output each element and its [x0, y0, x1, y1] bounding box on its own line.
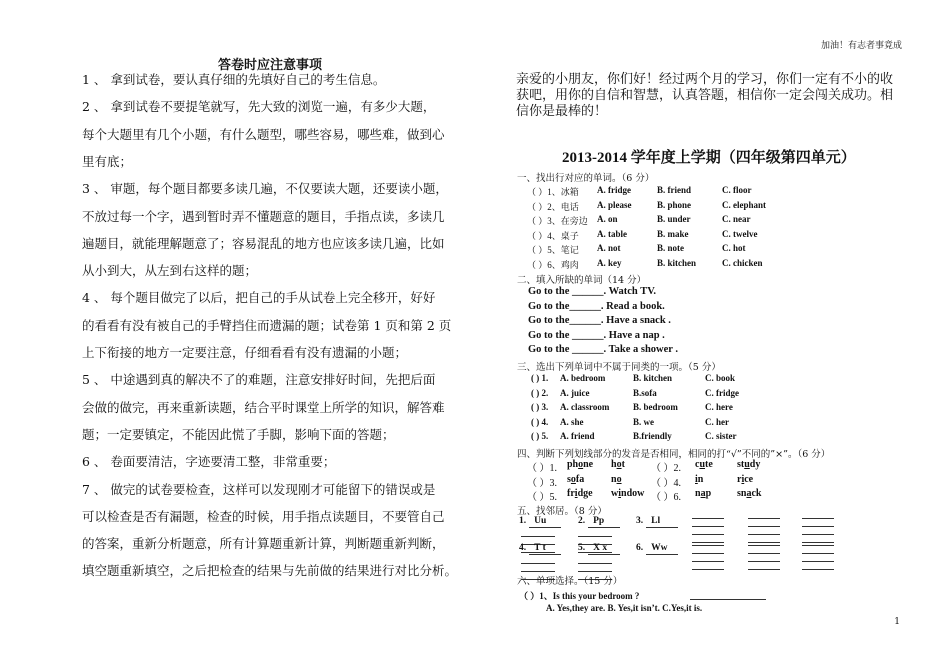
answer-blank[interactable] [521, 563, 555, 564]
judge-lead: （ ）1. [527, 463, 557, 474]
option-a: A. bedroom [560, 373, 606, 383]
option-a: A. table [597, 228, 627, 239]
answer-blank[interactable] [521, 571, 555, 572]
neighbor-prompt [519, 543, 546, 553]
notice-line: 可以检查是否有漏题，检查的时候，用手指点读题目，不要管自己 [82, 508, 445, 524]
neighbor-letter: Uu [534, 516, 547, 526]
answer-blank[interactable] [578, 536, 612, 537]
notice-line: 的答案，重新分析题意，所有计算题重新计算，判断题重新判断， [82, 536, 445, 552]
notice-line: 遍题目，就能理解题意了；容易混乱的地方也应该多读几遍，比如 [82, 235, 445, 251]
notice-line: 会做的做完，再来重新读题，结合平时课堂上所学的知识，解答难 [82, 399, 445, 415]
option-c: C. floor [722, 185, 752, 195]
question-6-1-options: A. Yes,they are. B. Yes,it isn’t. C.Yes,it is. [546, 603, 703, 613]
word-part: ne [583, 459, 594, 470]
option-a: A. on [597, 214, 618, 225]
word-part: n [697, 473, 704, 485]
option-c: C. her [705, 416, 729, 427]
phonics-word [567, 488, 593, 499]
answer-blank[interactable] [802, 561, 834, 562]
phonics-word [737, 488, 761, 499]
option-b: B. bedroom [633, 402, 678, 412]
match-row-lead: （ ）6、鸡肉 [527, 260, 579, 270]
notice-line: 不放过每一个字，遇到暂时弄不懂题意的题目，手指点读，多读几 [82, 208, 445, 224]
option-c: C. hot [722, 243, 746, 254]
word-part: p [705, 488, 712, 499]
exam-title: 2013-2014 学年度上学期（四年级第四单元） [562, 150, 856, 166]
answer-blank[interactable] [802, 526, 834, 527]
notice-line: 的看看有没有被自己的手臂挡住而遗漏的题；试卷第 1 页和第 2 页 [82, 317, 452, 333]
notice-line: 每个大题里有几个小题，有什么题型，哪些容易，哪些难，做到心 [82, 126, 445, 142]
judge-lead: （ ）2. [651, 463, 681, 474]
word-part: ck [751, 488, 762, 499]
phonics-word [695, 474, 703, 485]
match-row-lead: （ ）2、电话 [527, 201, 579, 212]
answer-blank[interactable] [646, 527, 678, 528]
word-part: ph [567, 459, 579, 470]
word-part: c [695, 459, 700, 470]
option-c: C. twelve [722, 228, 758, 239]
option-b: B. we [633, 416, 654, 427]
answer-blank[interactable] [748, 553, 780, 554]
judge-lead: （ ）5. [527, 492, 557, 503]
answer-blank[interactable] [748, 526, 780, 527]
neighbor-prompt [578, 516, 604, 526]
answer-blank[interactable] [692, 553, 724, 554]
word-part: sn [737, 488, 747, 499]
phonics-word [611, 488, 644, 499]
option-c: C. here [705, 402, 733, 412]
answer-blank[interactable] [748, 545, 780, 546]
underlined-letters: u [744, 459, 750, 470]
intro-line-3: 信你是最棒的！ [516, 104, 608, 119]
notice-line: 题；一定要镇定，不能因此慌了手脚，影响下面的答题； [82, 426, 395, 442]
option-b: B. friend [657, 185, 692, 195]
underlined-letters: i [618, 488, 622, 499]
neighbor-prompt [519, 516, 546, 526]
neighbor-number: 5. [578, 543, 586, 553]
option-a: A. friend [560, 431, 595, 441]
option-a: A. juice [560, 387, 590, 398]
phonics-word [611, 474, 622, 485]
fill-blank-line: Go to the ______. Have a nap . [528, 329, 665, 341]
option-c: C. book [705, 373, 736, 383]
match-row-lead: （ ）3、在旁边 [527, 216, 588, 227]
option-c: C. fridge [705, 387, 739, 398]
fill-blank-line: Go to the ______. Watch TV. [528, 286, 657, 297]
neighbor-number: 1. [519, 516, 527, 526]
option-b: B. kitchen [657, 258, 697, 268]
phonics-word [611, 459, 625, 470]
option-b: B. make [657, 228, 689, 239]
option-c: C. sister [705, 431, 737, 441]
judge-lead: （ ）6. [651, 492, 681, 503]
phonics-word [567, 474, 584, 485]
answer-blank[interactable] [802, 545, 834, 546]
match-row-lead: （ ）1、冰箱 [527, 187, 579, 197]
word-part: s [567, 473, 571, 485]
phonics-word [737, 474, 753, 485]
phonics-word [695, 488, 711, 499]
answer-blank[interactable] [692, 526, 724, 527]
underlined-letters: o [616, 473, 622, 485]
intro-line-1: 亲爱的小朋友，你们好！经过两个月的学习，你们一定有不小的收 [516, 72, 894, 87]
answer-blank[interactable] [521, 536, 555, 537]
question-6-1: （ ）1、Is this your bedroom ? [519, 591, 640, 601]
notice-line: 7 、 做完的试卷要检查，这样可以发现刚才可能留下的错误或是 [82, 481, 436, 497]
phonics-word [567, 459, 593, 470]
neighbor-letter: Ll [651, 516, 661, 526]
phonics-word [737, 459, 760, 470]
intro-line-2: 获吧，用你的自信和智慧，认真答题，相信你一定会闯关成功。相 [516, 88, 894, 103]
answer-blank[interactable] [748, 534, 780, 535]
section-2-heading: 二、填入所缺的单词（14 分） [517, 275, 647, 286]
answer-blank[interactable] [646, 554, 678, 555]
match-row-lead: （ ）5、笔记 [527, 245, 579, 256]
neighbor-number: 2. [578, 516, 586, 526]
odd-one-lead: ( ) 4. [531, 416, 549, 427]
word-part: ce [744, 473, 754, 485]
answer-blank[interactable] [588, 527, 620, 528]
notice-line: 5 、 中途遇到真的解决不了的难题，注意安排好时间，先把后面 [82, 372, 436, 388]
option-b: B. phone [657, 199, 692, 210]
word-part: h [611, 459, 617, 470]
notice-line: 1 、 拿到试卷，要认真仔细的先填好自己的考生信息。 [82, 72, 386, 87]
answer-blank[interactable] [692, 534, 724, 535]
word-part: fa [575, 473, 585, 485]
word-part: n [695, 488, 701, 499]
word-part: t [621, 459, 625, 470]
answer-blank[interactable] [588, 554, 620, 555]
notice-title: 答卷时应注意事项 [218, 58, 323, 73]
word-part: w [611, 488, 619, 499]
option-a: A. please [597, 199, 632, 210]
underlined-letters: o [570, 473, 576, 485]
option-a: A. she [560, 416, 584, 427]
notice-line: 填空题重新填空，之后把检查的结果与先前做的结果进行对比分析。 [82, 563, 458, 579]
neighbor-prompt [636, 543, 668, 553]
underlined-letters: o [616, 459, 622, 470]
option-a: A. fridge [597, 185, 631, 195]
answer-blank[interactable] [748, 518, 780, 519]
neighbor-letter: X x [593, 543, 608, 553]
underlined-letters: i [574, 488, 578, 499]
answer-blank[interactable] [748, 569, 780, 570]
option-b: B.friendly [633, 431, 672, 441]
notice-line: 3 、 审题，每个题目都要多读几遍，不仅要读大题，还要读小题， [82, 181, 448, 197]
section-4-heading: 四、判断下列划线部分的发音是否相同，相同的打“√”不同的”×”。（6 分） [517, 449, 831, 460]
answer-blank[interactable] [802, 534, 834, 535]
answer-blank[interactable] [692, 569, 724, 570]
notice-line: 4 、 每个题目做完了以后，把自己的手从试卷上完全移开，好好 [82, 290, 436, 306]
notice-line: 上下衔接的地方一定要注意，仔细看看有没有遗漏的小题； [82, 345, 408, 360]
notice-line: 从小到大，从左到右这样的题； [82, 263, 258, 279]
neighbor-prompt [636, 516, 660, 526]
odd-one-lead: ( ) 3. [531, 402, 549, 412]
answer-blank[interactable] [802, 569, 834, 570]
word-part: fr [567, 488, 575, 499]
section-5-heading: 五、找邻居。（8 分） [517, 506, 607, 517]
underlined-letters: i [695, 473, 698, 485]
option-b: B. under [657, 214, 691, 225]
neighbor-number: 3. [636, 516, 644, 526]
section-1-heading: 一、找出行对应的单词。（6 分） [517, 173, 655, 184]
underlined-letters: o [578, 459, 584, 470]
option-c: C. near [722, 214, 751, 225]
word-part: ndow [621, 488, 645, 499]
judge-lead: （ ）3. [527, 477, 557, 489]
odd-one-lead: ( ) 2. [531, 387, 549, 398]
answer-blank[interactable] [529, 554, 561, 555]
judge-lead: （ ）4. [651, 477, 681, 489]
word-part: dge [577, 488, 593, 499]
answer-blank[interactable] [748, 561, 780, 562]
underlined-letters: a [700, 488, 706, 499]
underlined-letters: a [746, 488, 752, 499]
option-a: A. not [597, 243, 621, 254]
neighbor-number: 4. [519, 543, 527, 553]
answer-blank[interactable] [578, 571, 612, 572]
fill-blank-line: Go to the______. Read a book. [528, 300, 665, 312]
answer-blank[interactable] [692, 518, 724, 519]
word-part: r [737, 473, 742, 485]
odd-one-lead: ( ) 1. [531, 373, 549, 383]
fill-blank-line: Go to the ______. Take a shower . [528, 344, 679, 355]
section-6-heading: 六、单项选择。（15 分） [517, 576, 623, 587]
option-b: B. note [657, 243, 684, 254]
notice-line: 里有底； [82, 153, 133, 169]
underlined-letters: u [699, 459, 706, 470]
option-b: B. kitchen [633, 373, 673, 383]
word-part: n [611, 473, 617, 485]
notice-line: 2 、 拿到试卷不要提笔就写，先大致的浏览一遍，有多少大题， [82, 99, 436, 115]
option-a: A. key [597, 258, 622, 268]
answer-blank[interactable] [802, 518, 834, 519]
odd-one-lead: ( ) 5. [531, 431, 549, 441]
underlined-letters: i [741, 473, 745, 485]
answer-blank[interactable] [529, 527, 561, 528]
phonics-word [695, 459, 713, 470]
answer-blank[interactable] [692, 561, 724, 562]
header-motto: 加油！有志者事竟成 [820, 41, 902, 51]
notice-line: 6 、 卷面要清洁，字迹要清工整，非常重要； [82, 454, 336, 470]
neighbor-number: 6. [636, 543, 644, 553]
neighbor-letter: Ww [651, 543, 668, 553]
answer-blank[interactable] [802, 542, 834, 543]
answer-blank[interactable] [578, 563, 612, 564]
word-part: st [737, 459, 745, 470]
answer-blank[interactable] [802, 553, 834, 554]
answer-blank[interactable] [692, 542, 724, 543]
match-row-lead: （ ）4、桌子 [527, 230, 579, 241]
option-a: A. classroom [560, 402, 610, 412]
section-3-heading: 三、选出下列单词中不属于同类的一项。（5 分） [517, 362, 721, 373]
page-number: 1 [894, 617, 900, 627]
answer-blank[interactable] [692, 545, 724, 546]
option-b: B.sofa [633, 387, 657, 398]
answer-blank[interactable] [748, 542, 780, 543]
word-part: te [705, 459, 713, 470]
answer-blank[interactable] [690, 599, 766, 600]
neighbor-letter: T t [534, 543, 546, 553]
fill-blank-line: Go to the______. Have a snack . [528, 315, 671, 326]
neighbor-letter: Pp [593, 516, 605, 526]
neighbor-prompt [578, 543, 607, 553]
word-part: dy [749, 459, 761, 470]
option-c: C. elephant [722, 199, 767, 210]
option-c: C. chicken [722, 258, 763, 268]
